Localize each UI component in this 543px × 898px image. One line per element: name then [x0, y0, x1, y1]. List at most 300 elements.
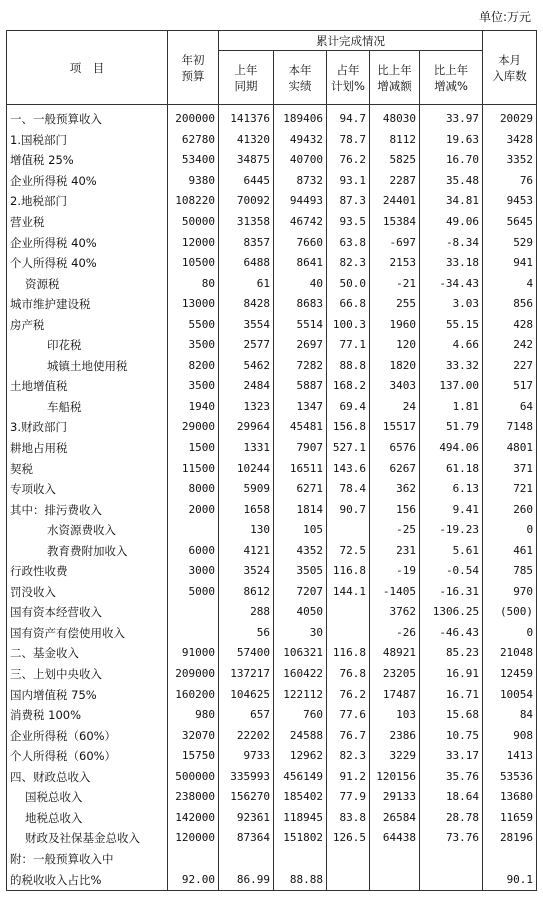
- cell-actual: 5514: [274, 314, 327, 335]
- table-row: [7, 643, 537, 664]
- cell-diffpct: 494.06: [420, 438, 483, 459]
- cell-month: 371: [483, 458, 537, 479]
- cell-month: 13680: [483, 787, 537, 808]
- cell-diffpct: 33.32: [420, 356, 483, 377]
- table-row: [7, 171, 537, 192]
- cell-month: 529: [483, 232, 537, 253]
- cell-pct: [327, 849, 370, 870]
- cell-diff: -697: [370, 232, 420, 253]
- cell-diff: 2287: [370, 171, 420, 192]
- cell-prev: 3554: [219, 314, 274, 335]
- cell-diff: -26: [370, 623, 420, 644]
- row-item-name: 土地增值税: [7, 376, 168, 397]
- cell-diffpct: 61.18: [420, 458, 483, 479]
- row-item-name: 个人所得税 40%: [7, 253, 168, 274]
- cell-diffpct: 3.03: [420, 294, 483, 315]
- cell-pct: 156.8: [327, 417, 370, 438]
- cell-budget: 29000: [168, 417, 219, 438]
- cell-prev: 10244: [219, 458, 274, 479]
- row-item-name: 三、上划中央收入: [7, 664, 168, 685]
- cell-diff: 156: [370, 499, 420, 520]
- cell-budget: 8000: [168, 479, 219, 500]
- cell-prev: 87364: [219, 828, 274, 849]
- cell-pct: 87.3: [327, 191, 370, 212]
- cell-budget: 15750: [168, 746, 219, 767]
- cell-actual: 456149: [274, 767, 327, 788]
- cell-budget: [168, 520, 219, 541]
- cell-budget: 10500: [168, 253, 219, 274]
- table-header: [7, 31, 537, 105]
- cell-diff: 24: [370, 397, 420, 418]
- cell-actual: 24588: [274, 725, 327, 746]
- table-row: [7, 787, 537, 808]
- cell-diff: 362: [370, 479, 420, 500]
- cell-month: 4: [483, 273, 537, 294]
- cell-diff: 48921: [370, 643, 420, 664]
- cell-actual: 2697: [274, 335, 327, 356]
- cell-diff: 1820: [370, 356, 420, 377]
- row-item-name: 国内增值税 75%: [7, 684, 168, 705]
- cell-diffpct: 34.81: [420, 191, 483, 212]
- row-item-name: 四、财政总收入: [7, 767, 168, 788]
- cell-prev: 6445: [219, 171, 274, 192]
- cell-budget: 3500: [168, 335, 219, 356]
- cell-actual: 760: [274, 705, 327, 726]
- cell-budget: 120000: [168, 828, 219, 849]
- row-item-name: 地税总收入: [7, 808, 168, 829]
- header-vs-prev-pct: 比上年 增减%: [420, 51, 483, 105]
- header-month: 本月 入库数: [483, 31, 537, 105]
- row-item-name: 营业税: [7, 212, 168, 233]
- header-vs-prev-amount: 比上年 增减额: [370, 51, 420, 105]
- cell-actual: 185402: [274, 787, 327, 808]
- cell-pct: 91.2: [327, 767, 370, 788]
- cell-prev: 141376: [219, 105, 274, 130]
- cell-month: (500): [483, 602, 537, 623]
- cell-actual: 151802: [274, 828, 327, 849]
- cell-month: 721: [483, 479, 537, 500]
- cell-prev: 3524: [219, 561, 274, 582]
- table-row: [7, 438, 537, 459]
- cell-month: 461: [483, 540, 537, 561]
- row-item-name: 二、基金收入: [7, 643, 168, 664]
- row-item-name: 2.地税部门: [7, 191, 168, 212]
- cell-actual: 7207: [274, 582, 327, 603]
- cell-actual: 8641: [274, 253, 327, 274]
- table-row: [7, 746, 537, 767]
- cell-budget: 160200: [168, 684, 219, 705]
- row-item-name: 城镇土地使用税: [7, 356, 168, 377]
- cell-pct: 143.6: [327, 458, 370, 479]
- row-item-name: 的税收收入占比%: [7, 869, 168, 890]
- table-row: [7, 273, 537, 294]
- cell-prev: [219, 849, 274, 870]
- cell-diff: 2386: [370, 725, 420, 746]
- cell-budget: 3500: [168, 376, 219, 397]
- cell-pct: 63.8: [327, 232, 370, 253]
- cell-pct: 168.2: [327, 376, 370, 397]
- cell-diffpct: 5.61: [420, 540, 483, 561]
- cell-diff: 103: [370, 705, 420, 726]
- cell-prev: 31358: [219, 212, 274, 233]
- cell-actual: 118945: [274, 808, 327, 829]
- cell-diffpct: 9.41: [420, 499, 483, 520]
- row-item-name: 教育费附加收入: [7, 540, 168, 561]
- cell-prev: 57400: [219, 643, 274, 664]
- cell-actual: 12962: [274, 746, 327, 767]
- table-row: [7, 767, 537, 788]
- row-item-name: 其中：排污费收入: [7, 499, 168, 520]
- header-item: 项 目: [7, 31, 168, 105]
- cell-month: 856: [483, 294, 537, 315]
- cell-actual: 8732: [274, 171, 327, 192]
- cell-prev: 8428: [219, 294, 274, 315]
- cell-actual: 88.88: [274, 869, 327, 890]
- cell-diff: 2153: [370, 253, 420, 274]
- cell-diff: 6576: [370, 438, 420, 459]
- row-item-name: 企业所得税（60%）: [7, 725, 168, 746]
- cell-month: 4801: [483, 438, 537, 459]
- cell-budget: 92.00: [168, 869, 219, 890]
- cell-budget: 5500: [168, 314, 219, 335]
- cell-budget: 32070: [168, 725, 219, 746]
- cell-diffpct: 15.68: [420, 705, 483, 726]
- cell-actual: 6271: [274, 479, 327, 500]
- cell-diffpct: -46.43: [420, 623, 483, 644]
- cell-month: 53536: [483, 767, 537, 788]
- cell-prev: 8357: [219, 232, 274, 253]
- cell-actual: 4050: [274, 602, 327, 623]
- cell-diff: -25: [370, 520, 420, 541]
- cell-diffpct: 33.18: [420, 253, 483, 274]
- cell-prev: 5462: [219, 356, 274, 377]
- row-item-name: 个人所得税（60%）: [7, 746, 168, 767]
- cell-pct: 144.1: [327, 582, 370, 603]
- cell-diff: 8112: [370, 130, 420, 151]
- cell-actual: 160422: [274, 664, 327, 685]
- cell-prev: 1323: [219, 397, 274, 418]
- cell-budget: 200000: [168, 105, 219, 130]
- cell-diff: 5825: [370, 150, 420, 171]
- cell-pct: 69.4: [327, 397, 370, 418]
- row-item-name: 附：一般预算收入中: [7, 849, 168, 870]
- cell-prev: 86.99: [219, 869, 274, 890]
- cell-diff: 3403: [370, 376, 420, 397]
- cell-actual: 1814: [274, 499, 327, 520]
- cell-diff: 29133: [370, 787, 420, 808]
- cell-budget: 91000: [168, 643, 219, 664]
- cell-pct: 78.7: [327, 130, 370, 151]
- cell-diffpct: 10.75: [420, 725, 483, 746]
- cell-diffpct: 85.23: [420, 643, 483, 664]
- row-item-name: 行政性收费: [7, 561, 168, 582]
- cell-actual: 1347: [274, 397, 327, 418]
- cell-diff: 1960: [370, 314, 420, 335]
- cell-diffpct: [420, 869, 483, 890]
- cell-diffpct: 73.76: [420, 828, 483, 849]
- cell-actual: 8683: [274, 294, 327, 315]
- cell-pct: 50.0: [327, 273, 370, 294]
- cell-prev: 1658: [219, 499, 274, 520]
- table-row: [7, 499, 537, 520]
- cell-actual: 16511: [274, 458, 327, 479]
- cell-diff: 24401: [370, 191, 420, 212]
- cell-diffpct: -0.54: [420, 561, 483, 582]
- table-row: [7, 212, 537, 233]
- table-row: [7, 314, 537, 335]
- cell-prev: 22202: [219, 725, 274, 746]
- row-item-name: 资源税: [7, 273, 168, 294]
- cell-diffpct: 49.06: [420, 212, 483, 233]
- cell-budget: 209000: [168, 664, 219, 685]
- row-item-name: 3.财政部门: [7, 417, 168, 438]
- cell-actual: 45481: [274, 417, 327, 438]
- header-cumulative: 累计完成情况: [219, 31, 483, 51]
- cell-month: 227: [483, 356, 537, 377]
- cell-prev: 288: [219, 602, 274, 623]
- table-row: [7, 356, 537, 377]
- row-item-name: 财政及社保基金总收入: [7, 828, 168, 849]
- cell-prev: 9733: [219, 746, 274, 767]
- table-row: [7, 232, 537, 253]
- table-row: [7, 335, 537, 356]
- cell-pct: 100.3: [327, 314, 370, 335]
- cell-budget: 5000: [168, 582, 219, 603]
- table-row: [7, 458, 537, 479]
- cell-pct: 82.3: [327, 746, 370, 767]
- cell-diff: 15517: [370, 417, 420, 438]
- cell-prev: 8612: [219, 582, 274, 603]
- table-row: [7, 479, 537, 500]
- cell-month: 64: [483, 397, 537, 418]
- cell-prev: 104625: [219, 684, 274, 705]
- table-row: [7, 417, 537, 438]
- row-item-name: 水资源费收入: [7, 520, 168, 541]
- cell-prev: 92361: [219, 808, 274, 829]
- row-item-name: 一、一般预算收入: [7, 105, 168, 130]
- row-item-name: 1.国税部门: [7, 130, 168, 151]
- cell-pct: 76.8: [327, 664, 370, 685]
- revenue-table: [6, 30, 537, 891]
- table-row: [7, 869, 537, 890]
- cell-month: 10054: [483, 684, 537, 705]
- table-row: [7, 828, 537, 849]
- cell-month: 90.1: [483, 869, 537, 890]
- cell-diffpct: 16.91: [420, 664, 483, 685]
- cell-month: 12459: [483, 664, 537, 685]
- cell-month: 11659: [483, 808, 537, 829]
- cell-actual: 7282: [274, 356, 327, 377]
- cell-diffpct: 35.48: [420, 171, 483, 192]
- cell-budget: 11500: [168, 458, 219, 479]
- table-row: [7, 725, 537, 746]
- cell-month: 84: [483, 705, 537, 726]
- cell-month: 260: [483, 499, 537, 520]
- cell-month: 21048: [483, 643, 537, 664]
- cell-budget: 980: [168, 705, 219, 726]
- cell-budget: [168, 602, 219, 623]
- cell-month: 428: [483, 314, 537, 335]
- table-body: [7, 105, 537, 891]
- cell-actual: 3505: [274, 561, 327, 582]
- cell-diff: 120: [370, 335, 420, 356]
- header-pct-plan: 占年 计划%: [327, 51, 370, 105]
- cell-month: 3428: [483, 130, 537, 151]
- row-item-name: 印花税: [7, 335, 168, 356]
- cell-pct: 78.4: [327, 479, 370, 500]
- cell-budget: 62780: [168, 130, 219, 151]
- cell-pct: 77.6: [327, 705, 370, 726]
- table-row: [7, 808, 537, 829]
- table-row: [7, 130, 537, 151]
- cell-month: 0: [483, 623, 537, 644]
- header-actual: 本年 实绩: [274, 51, 327, 105]
- cell-budget: 8200: [168, 356, 219, 377]
- cell-diff: 48030: [370, 105, 420, 130]
- cell-diffpct: 19.63: [420, 130, 483, 151]
- cell-diffpct: 1.81: [420, 397, 483, 418]
- cell-diffpct: -8.34: [420, 232, 483, 253]
- cell-month: 517: [483, 376, 537, 397]
- table-row: [7, 540, 537, 561]
- table-row: [7, 684, 537, 705]
- table-row: [7, 664, 537, 685]
- cell-month: 9453: [483, 191, 537, 212]
- cell-diff: 231: [370, 540, 420, 561]
- cell-budget: [168, 849, 219, 870]
- cell-actual: [274, 849, 327, 870]
- cell-budget: 500000: [168, 767, 219, 788]
- cell-month: 785: [483, 561, 537, 582]
- table-row: [7, 253, 537, 274]
- cell-month: 941: [483, 253, 537, 274]
- cell-pct: 76.2: [327, 150, 370, 171]
- cell-budget: 3000: [168, 561, 219, 582]
- cell-pct: 72.5: [327, 540, 370, 561]
- cell-diffpct: 28.78: [420, 808, 483, 829]
- cell-budget: [168, 623, 219, 644]
- cell-actual: 5887: [274, 376, 327, 397]
- cell-diffpct: 33.97: [420, 105, 483, 130]
- row-item-name: 国税总收入: [7, 787, 168, 808]
- cell-month: 5645: [483, 212, 537, 233]
- row-item-name: 罚没收入: [7, 582, 168, 603]
- row-item-name: 国有资本经营收入: [7, 602, 168, 623]
- cell-budget: 1500: [168, 438, 219, 459]
- cell-budget: 12000: [168, 232, 219, 253]
- row-item-name: 企业所得税 40%: [7, 232, 168, 253]
- cell-diff: [370, 869, 420, 890]
- table-row: [7, 105, 537, 130]
- cell-diff: 3762: [370, 602, 420, 623]
- cell-pct: 93.5: [327, 212, 370, 233]
- cell-actual: 94493: [274, 191, 327, 212]
- cell-pct: 527.1: [327, 438, 370, 459]
- cell-month: 3352: [483, 150, 537, 171]
- cell-pct: 82.3: [327, 253, 370, 274]
- cell-pct: [327, 623, 370, 644]
- cell-prev: 137217: [219, 664, 274, 685]
- cell-pct: 94.7: [327, 105, 370, 130]
- cell-actual: 7907: [274, 438, 327, 459]
- cell-pct: 116.8: [327, 643, 370, 664]
- cell-diffpct: 51.79: [420, 417, 483, 438]
- cell-budget: 108220: [168, 191, 219, 212]
- cell-month: [483, 849, 537, 870]
- cell-diffpct: 137.00: [420, 376, 483, 397]
- cell-budget: 53400: [168, 150, 219, 171]
- table-row: [7, 191, 537, 212]
- cell-diff: 6267: [370, 458, 420, 479]
- cell-pct: 76.2: [327, 684, 370, 705]
- cell-diffpct: 16.71: [420, 684, 483, 705]
- cell-pct: [327, 869, 370, 890]
- cell-prev: 29964: [219, 417, 274, 438]
- cell-actual: 40: [274, 273, 327, 294]
- cell-pct: [327, 520, 370, 541]
- cell-pct: 90.7: [327, 499, 370, 520]
- cell-prev: 2484: [219, 376, 274, 397]
- cell-pct: 76.7: [327, 725, 370, 746]
- unit-label: 单位:万元: [478, 10, 531, 24]
- cell-budget: 9380: [168, 171, 219, 192]
- cell-budget: 2000: [168, 499, 219, 520]
- cell-actual: 4352: [274, 540, 327, 561]
- row-item-name: 专项收入: [7, 479, 168, 500]
- cell-pct: 126.5: [327, 828, 370, 849]
- cell-diffpct: 55.15: [420, 314, 483, 335]
- row-item-name: 契税: [7, 458, 168, 479]
- cell-diff: 23205: [370, 664, 420, 685]
- row-item-name: 企业所得税 40%: [7, 171, 168, 192]
- cell-budget: 142000: [168, 808, 219, 829]
- cell-month: 7148: [483, 417, 537, 438]
- cell-actual: 7660: [274, 232, 327, 253]
- cell-diffpct: -16.31: [420, 582, 483, 603]
- row-item-name: 车船税: [7, 397, 168, 418]
- cell-actual: 105: [274, 520, 327, 541]
- table-row: [7, 376, 537, 397]
- cell-diffpct: 18.64: [420, 787, 483, 808]
- cell-diff: -19: [370, 561, 420, 582]
- table-row: [7, 561, 537, 582]
- cell-diff: 120156: [370, 767, 420, 788]
- header-prev-same: 上年 同期: [219, 51, 274, 105]
- cell-actual: 122112: [274, 684, 327, 705]
- cell-actual: 46742: [274, 212, 327, 233]
- cell-diff: 17487: [370, 684, 420, 705]
- cell-budget: 13000: [168, 294, 219, 315]
- table-row: [7, 849, 537, 870]
- cell-pct: 66.8: [327, 294, 370, 315]
- cell-diffpct: 4.66: [420, 335, 483, 356]
- cell-actual: 40700: [274, 150, 327, 171]
- cell-month: 0: [483, 520, 537, 541]
- cell-diffpct: -19.23: [420, 520, 483, 541]
- cell-diff: 15384: [370, 212, 420, 233]
- cell-diff: 3229: [370, 746, 420, 767]
- row-item-name: 增值税 25%: [7, 150, 168, 171]
- table-row: [7, 623, 537, 644]
- cell-prev: 41320: [219, 130, 274, 151]
- cell-budget: 50000: [168, 212, 219, 233]
- cell-prev: 70092: [219, 191, 274, 212]
- cell-pct: [327, 602, 370, 623]
- cell-pct: 83.8: [327, 808, 370, 829]
- cell-diffpct: -34.43: [420, 273, 483, 294]
- cell-prev: 657: [219, 705, 274, 726]
- cell-prev: 5909: [219, 479, 274, 500]
